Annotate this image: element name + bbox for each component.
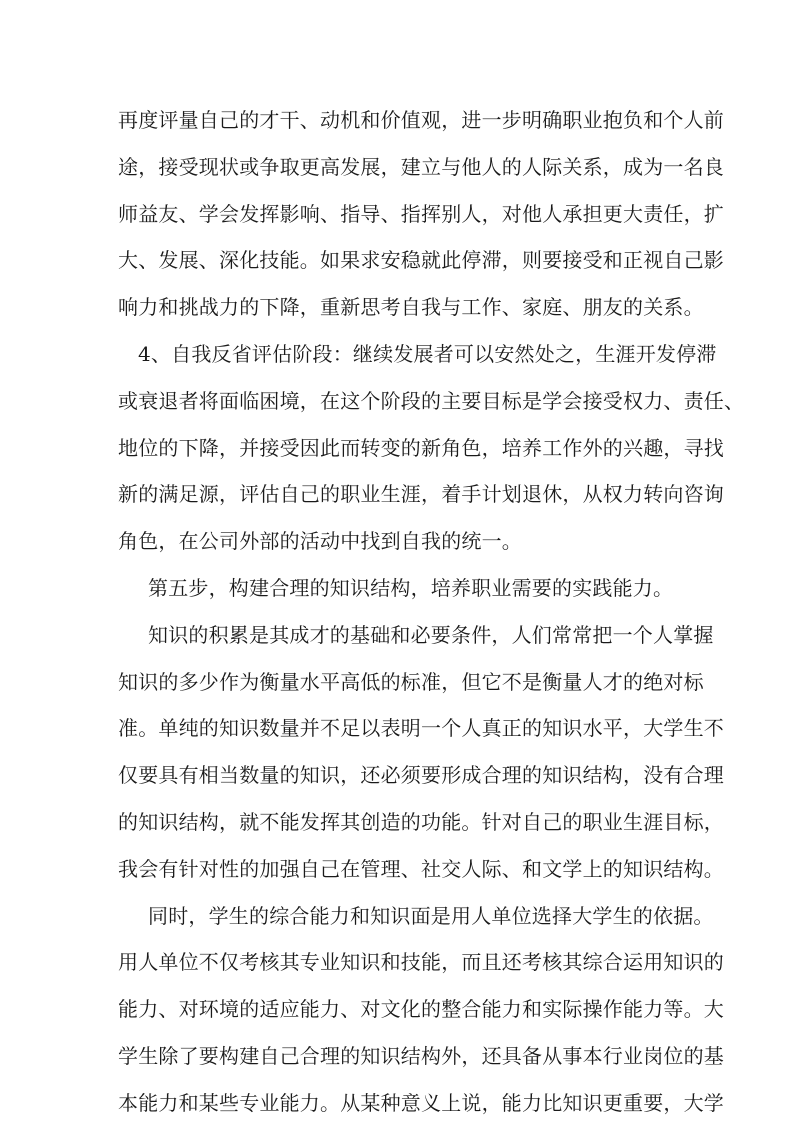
text-line: 能力、对环境的适应能力、对文化的整合能力和实际操作能力等。大 xyxy=(118,997,724,1022)
section-heading: 第五步，构建合理的知识结构，培养职业需要的实践能力。 xyxy=(148,575,674,600)
body-text xyxy=(118,97,745,1127)
text-line: 用人单位不仅考核其专业知识和技能，而且还考核其综合运用知识的 xyxy=(118,950,724,975)
text-line: 仅要具有相当数量的知识，还必须要形成合理的知识结构，没有合理 xyxy=(118,763,724,788)
text-line: 师益友、学会发挥影响、指导、指挥别人，对他人承担更大责任，扩 xyxy=(118,201,724,226)
text-line: 准。单纯的知识数量并不足以表明一个人真正的知识水平，大学生不 xyxy=(118,716,724,741)
text-line: 4、自我反省评估阶段：继续发展者可以安然处之，生涯开发停滞 xyxy=(138,341,717,366)
text-line: 我会有针对性的加强自己在管理、社交人际、和文学上的知识结构。 xyxy=(118,856,724,881)
text-line: 新的满足源，评估自己的职业生涯，着手计划退休，从权力转向咨询 xyxy=(118,482,724,507)
text-line: 地位的下降，并接受因此而转变的新角色，培养工作外的兴趣，寻找 xyxy=(118,435,724,460)
text-line: 知识的多少作为衡量水平高低的标准，但它不是衡量人才的绝对标 xyxy=(118,669,704,694)
text-line: 大、发展、深化技能。如果求安稳就此停滞，则要接受和正视自己影 xyxy=(118,248,724,273)
text-line: 途，接受现状或争取更高发展，建立与他人的人际关系，成为一名良 xyxy=(118,154,724,179)
text-line: 本能力和某些专业能力。从某种意义上说，能力比知识更重要，大学 xyxy=(118,1090,724,1115)
text-line: 同时，学生的综合能力和知识面是用人单位选择大学生的依据。 xyxy=(148,903,714,928)
text-line: 角色，在公司外部的活动中找到自我的统一。 xyxy=(118,529,522,554)
text-line: 或衰退者将面临困境，在这个阶段的主要目标是学会接受权力、责任、 xyxy=(118,388,745,413)
text-line: 响力和挑战力的下降，重新思考自我与工作、家庭、朋友的关系。 xyxy=(118,295,704,320)
text-line: 的知识结构，就不能发挥其创造的功能。针对自己的职业生涯目标， xyxy=(118,809,724,834)
text-line: 再度评量自己的才干、动机和价值观，进一步明确职业抱负和个人前 xyxy=(118,108,724,132)
text-line: 知识的积累是其成才的基础和必要条件，人们常常把一个人掌握 xyxy=(148,622,714,647)
text-line: 学生除了要构建自己合理的知识结构外，还具备从事本行业岗位的基 xyxy=(118,1043,724,1068)
